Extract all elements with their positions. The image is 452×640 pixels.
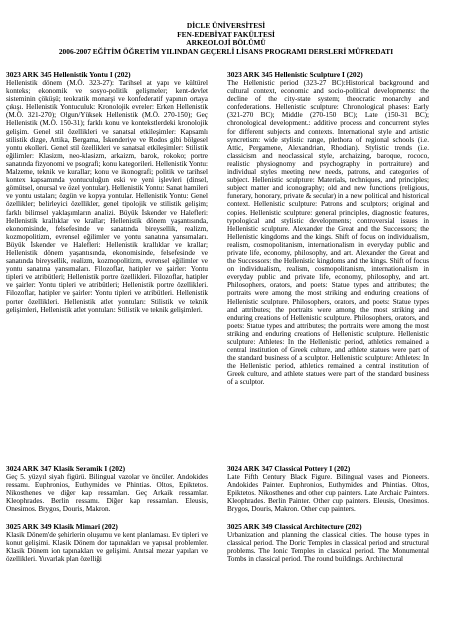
document-header: [0, 22, 452, 56]
course-title: 3025 ARK 349 Klasik Mimari (202): [6, 522, 118, 531]
turkish-column: [6, 70, 208, 610]
course-title: 3023 ARK 345 Hellenistic Sculpture I (202): [227, 70, 363, 79]
course-section: [6, 464, 208, 514]
course-section: [6, 522, 208, 602]
university-name: DİCLE ÜNİVERSİTESİ: [186, 21, 266, 30]
course-title: 3025 ARK 349 Classical Architecture (202): [227, 522, 362, 531]
course-description: Late Fifth Century Black Figure. Bilingual vases and Pioneers. Andokides Painter. Euphronios, Euthymides and Phintias. Oltos, Epiktetos. Nikosthenes and other cup painters. Late Archaic Painters. Kleophrades. Berlin Painter. Other cup painters. Eleusis, Onesimos. Brygos, Douris, Makron. Other cup painters.: [227, 473, 429, 514]
course-section: [227, 70, 429, 456]
course-description: The Hellenistic period (323-27 BC):Historical background and cultural context, economic and socio-political developments: the decline of the city-state system; theocratic monarchy and confederations. Hellenistic sculpture: Chronological phases: Early (321-270 BC); Middle (270-150 BC); Late (150-31 BC); chronological development.: additive process and concurrent styles for different subjects and contexts. International style and artistic syncretism: wide stylistic range, plethora of regional schools (i.e. Attic, Pergamene, Alexandrian, Rhodian). Stylistic trends (i.e. classicism and neoclassical style, archaizing, baroque, rococo, realistic physiognomy and psychography in portraiture) and individual styles meeting new needs, patrons, and categories of subject. Hellenistic sculpture: Materials, techniques, and principles; subject matter and iconography; old and new functions (religious, funerary, honorary, private & secular) in a new political and historical context. Hellenistic sculpture: Patrons and sculptors; original and copies. Hellenistic sculpture: general principles, diagnostic features, typological and stylistic developments; controversial issues in Hellenistic sculpture. Alexander the Great and the Successors; the Hellenistic kingdoms and the kings. Shift of focus on individualism, realism, cosmopolitanism, internationalism in everyday public and private life, economy, philosophy, and art. Alexander the Great and the Successors: the Hellenistic kingdoms and the kings. Shift of focus on individualism, realism, cosmopolitanism, internationalism in everyday public and private life, economy, philosophy, and art. Philosophers, orators, and poets: Statue types and attributes; the portraits were among the most striking and enduring creations of Hellenistic sculpture. Philosophers, orators, and poets: Statue types and attributes; the portraits were among the most striking and enduring creations of Hellenistic sculpture. Philosophers, orators, and poets: Statue types and attributes; the portraits were among the most striking and enduring creations of Hellenistic sculpture. Hellenistic sculpture: Athletes: In the Hellenistic period, athletics remained a central institution of Greek culture, and athlete statues were part of the standard business of a sculptor. Hellenistic sculpture: Athletes: In the Hellenistic period, athletics remained a central institution of Greek culture, and athlete statues were part of the standard business of a sculptor.: [227, 79, 429, 387]
english-column: [227, 70, 429, 610]
department-name: ARKEOLOJİ BÖLÜMÜ: [186, 38, 266, 48]
course-section: [227, 464, 429, 514]
course-description: Hellenistik dönem (M.Ö. 323-27): Tarihsel at yapı ve kültürel konteks; ekonomik ve sosyo-politik gelişmeler; kent-devlet sisteminin çöküşü; teokratik monarşi ve konfederatif yapının ortaya çıkışı. Hellenistik Yontuculuk: Kronolojik evreler: Erken Hellenistik (M.Ö. 321-270); Olgun/Yüksek Hellenistik (M.Ö. 270-150); Geç Hellenistik (M.Ö. 150-31); farklı konu ve kontekstlerdeki kronolojik gelişim. Genel stil özellikleri ve sanatsal etkileşimler: Kapsamlı stilistik dizge, Attika, Bergama, İskenderiye ve Rodos gibi bölgesel yontu ekolleri. Genel stil özellikleri ve sanatsal etkileşimler: Stilistik eğilimler: Klasizm, neo-klasizm, arkaizm, barok, rokoko; portre sanatında fizyonomi ve psografi; konu kategorileri. Hellenistik Yontu: Malzeme, teknik ve kurallar; konu ve ikonografi; politik ve tarihsel kontex kapsamında yontuculuğun eski ve yeni işlevleri (dinsel, gömütsel, onursal ve özel yontular). Hellenistik Yontu: Sanat hamileri ve yontu ustaları; özgün ve kopya yontular. Hellenistik Yontu: Genel özellikler; belirleyici özellikler, genel tipolojik ve stilistik gelişim; farklı bilimsel yaklaşımların analizi. Büyük İskender ve Halefleri: Hellenistik krallıklar ve krallar; Hellenistik dönem yaşantısında, ekonomisinde, felsefesinde ve sanatında bireysellik, realizm, kozmopolitizm, evrensel eğilimler ve yontu sanatına yansımaları. Büyük İskender ve Halefleri: Hellenistik krallıklar ve krallar; Hellenistik dönem yaşantısında, ekonomisinde, felsefesinde ve sanatında bireysellik, realizm, kozmopolitizm, evrensel eğilimler ve yontu sanatına yansımaları. Filozoflar, hatipler ve şairler: Yontu tipleri ve atribütleri; Hellenistik portre özellikleri. Filozoflar, hatipler ve şairler: Yontu tipleri ve atribütleri; Hellenistik portre özellikleri. Filozoflar, hatipler ve şairler: Yontu tipleri ve atribütleri. Hellenistik porter özellikleri. Hellenistik atlet yontuları: Stilistik ve teknik gelişimleri, Hellenistik atlet yontuları: Stilistik ve teknik gelişimleri.: [6, 79, 208, 314]
course-section: [6, 70, 208, 456]
course-description: Geç 5. yüzyıl siyah figürü. Bilingual vazolar ve öncüler. Andokides ressamı. Euphronios, Euthymides ve Phintias. Oltos, Epiktetos. Nikosthenes ve diğer kap ressamları. Geç Arkaik ressamlar. Kleophrades. Berlin ressamı. Diğer kap ressamları. Eleusis, Onesimos. Brygos, Douris, Makron.: [6, 473, 208, 514]
course-description: Urbanization and planning the classical cities. The house types in classical period. The Doric Temples in classical period and structural problems. The Ionic Temples in classical period. The Monumental Tombs in classical period. The round buildings. Architectural: [227, 531, 429, 564]
course-description: Klasik Dönem'de şehirlerin oluşumu ve kent planlaması. Ev tipleri ve konut gelişimi. Klasik Dönem dor tapınakları ve yapısal problemler. Klasik Dönem ion tapınakları ve gelişimi. Anıtsal mezar yapıları ve özellikleri. Yuvarlak plan özelliği: [6, 531, 208, 564]
course-title: 3023 ARK 345 Hellenistik Yontu I (202): [6, 70, 131, 79]
course-title: 3024 ARK 347 Classical Pottery I (202): [227, 464, 351, 473]
curriculum-title: 2006-2007 EĞİTİM ÖĞRETİM YILINDAN GEÇERLİ LİSANS PROGRAMI DERSLERİ MÜFREDATI: [58, 46, 394, 56]
course-section: [227, 522, 429, 602]
faculty-name: FEN-EDEBİYAT FAKÜLTESİ: [177, 29, 275, 39]
course-title: 3024 ARK 347 Klasik Seramik I (202): [6, 464, 126, 473]
